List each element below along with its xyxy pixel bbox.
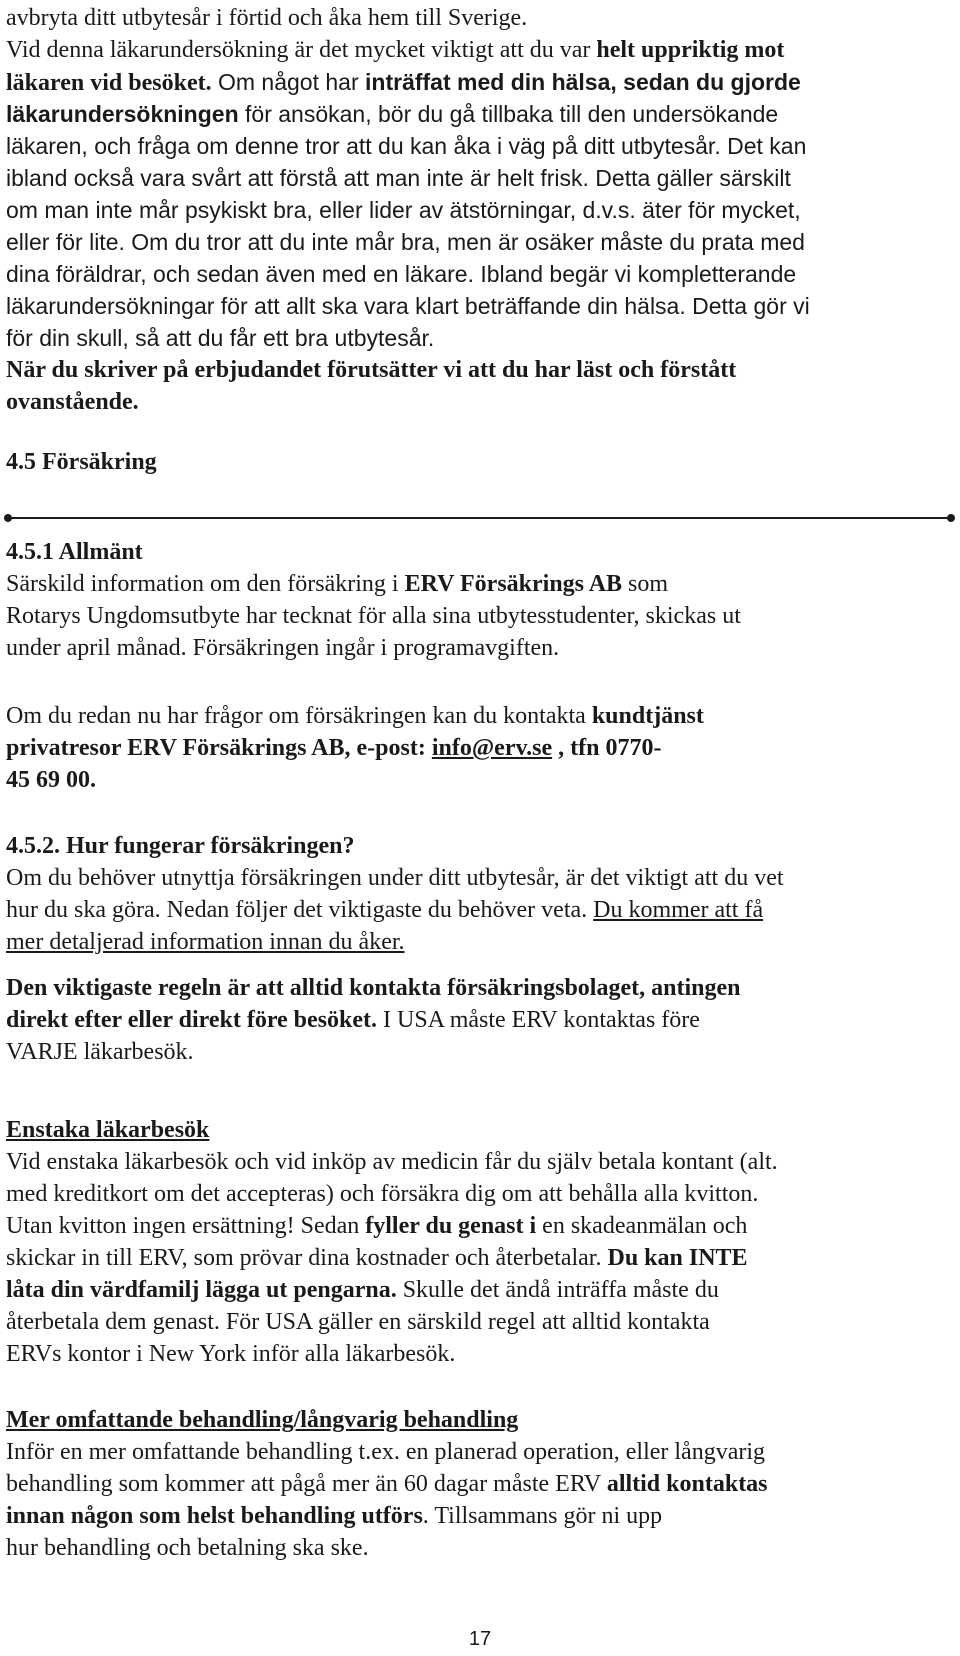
section-heading: 4.5 Försäkring (6, 449, 157, 475)
mer-heading: Mer omfattande behandling/långvarig behandling (6, 1407, 519, 1433)
intro-line-11: för din skull, så att du får ett bra utbytesår. (6, 325, 435, 351)
intro-line-1: avbryta ditt utbytesår i förtid och åka hem till Sverige. (6, 5, 528, 31)
allmant-line-3: under april månad. Försäkringen ingår i programavgiften. (6, 635, 560, 661)
intro-line-10: läkarundersökningar för att allt ska vara klart beträffande din hälsa. Detta gör vi (6, 293, 810, 319)
rule-line-2: direkt efter eller direkt före besöket. I USA måste ERV kontaktas före (6, 1007, 700, 1033)
contact-line-2: privatresor ERV Försäkrings AB, e-post: info@erv.se , tfn 0770- (6, 735, 662, 761)
contact-line-3: 45 69 00. (6, 767, 96, 793)
hur-line-3: mer detaljerad information innan du åker. (6, 929, 405, 955)
mer-line-3: innan någon som helst behandling utförs. Tillsammans gör ni upp (6, 1503, 663, 1529)
enstaka-heading: Enstaka läkarbesök (6, 1117, 210, 1143)
allmant-heading: 4.5.1 Allmänt (6, 539, 143, 565)
page-number: 17 (468, 1628, 492, 1650)
enstaka-line-4: skickar in till ERV, som prövar dina kostnader och återbetalar. Du kan INTE (6, 1245, 748, 1271)
allmant-line-2: Rotarys Ungdomsutbyte har tecknat för alla sina utbytesstudenter, skickas ut (6, 603, 741, 629)
mer-line-2: behandling som kommer att pågå mer än 60 dagar måste ERV alltid kontaktas (6, 1471, 768, 1497)
email-link[interactable]: info@erv.se (431, 735, 553, 761)
section-divider (6, 517, 953, 519)
mer-line-4: hur behandling och betalning ska ske. (6, 1535, 369, 1561)
intro-line-12: När du skriver på erbjudandet förutsätter vi att du har läst och förstått (6, 357, 737, 383)
enstaka-line-2: med kreditkort om det accepteras) och försäkra dig om att behålla alla kvitton. (6, 1181, 759, 1207)
intro-line-5: läkaren, och fråga om denne tror att du kan åka i väg på ditt utbytesår. Det kan (6, 133, 807, 159)
rule-line-1: Den viktigaste regeln är att alltid kontakta försäkringsbolaget, antingen (6, 975, 741, 1001)
intro-line-2: Vid denna läkarundersökning är det mycket viktigt att du var helt uppriktig mot (6, 37, 785, 63)
enstaka-line-6: återbetala dem genast. För USA gäller en särskild regel att alltid kontakta (6, 1309, 710, 1335)
intro-line-4: läkarundersökningen för ansökan, bör du gå tillbaka till den undersökande (6, 101, 779, 127)
enstaka-line-1: Vid enstaka läkarbesök och vid inköp av medicin får du själv betala kontant (alt. (6, 1149, 778, 1175)
mer-line-1: Inför en mer omfattande behandling t.ex. en planerad operation, eller långvarig (6, 1439, 766, 1465)
allmant-line-1: Särskild information om den försäkring i ERV Försäkrings AB som (6, 571, 669, 597)
intro-line-6: ibland också vara svårt att förstå att man inte är helt frisk. Detta gäller särskilt (6, 165, 791, 191)
intro-line-9: dina föräldrar, och sedan även med en läkare. Ibland begär vi kompletterande (6, 261, 797, 287)
enstaka-line-7: ERVs kontor i New York inför alla läkarbesök. (6, 1341, 456, 1367)
contact-line-1: Om du redan nu har frågor om försäkringen kan du kontakta kundtjänst (6, 703, 704, 729)
intro-line-3: läkaren vid besöket. Om något har inträffat med din hälsa, sedan du gjorde (6, 69, 801, 96)
rule-line-3: VARJE läkarbesök. (6, 1039, 194, 1065)
enstaka-line-5: låta din värdfamilj lägga ut pengarna. Skulle det ändå inträffa måste du (6, 1277, 719, 1303)
hur-line-1: Om du behöver utnyttja försäkringen under ditt utbytesår, är det viktigt att du vet (6, 865, 784, 891)
hur-heading: 4.5.2. Hur fungerar försäkringen? (6, 833, 355, 859)
intro-line-8: eller för lite. Om du tror att du inte mår bra, men är osäker måste du prata med (6, 229, 805, 255)
enstaka-line-3: Utan kvitton ingen ersättning! Sedan fyller du genast i en skadeanmälan och (6, 1213, 748, 1239)
intro-line-13: ovanstående. (6, 389, 139, 415)
intro-line-7: om man inte mår psykiskt bra, eller lider av ätstörningar, d.v.s. äter för mycket, (6, 197, 801, 223)
hur-line-2: hur du ska göra. Nedan följer det viktigaste du behöver veta. Du kommer att få (6, 897, 764, 923)
